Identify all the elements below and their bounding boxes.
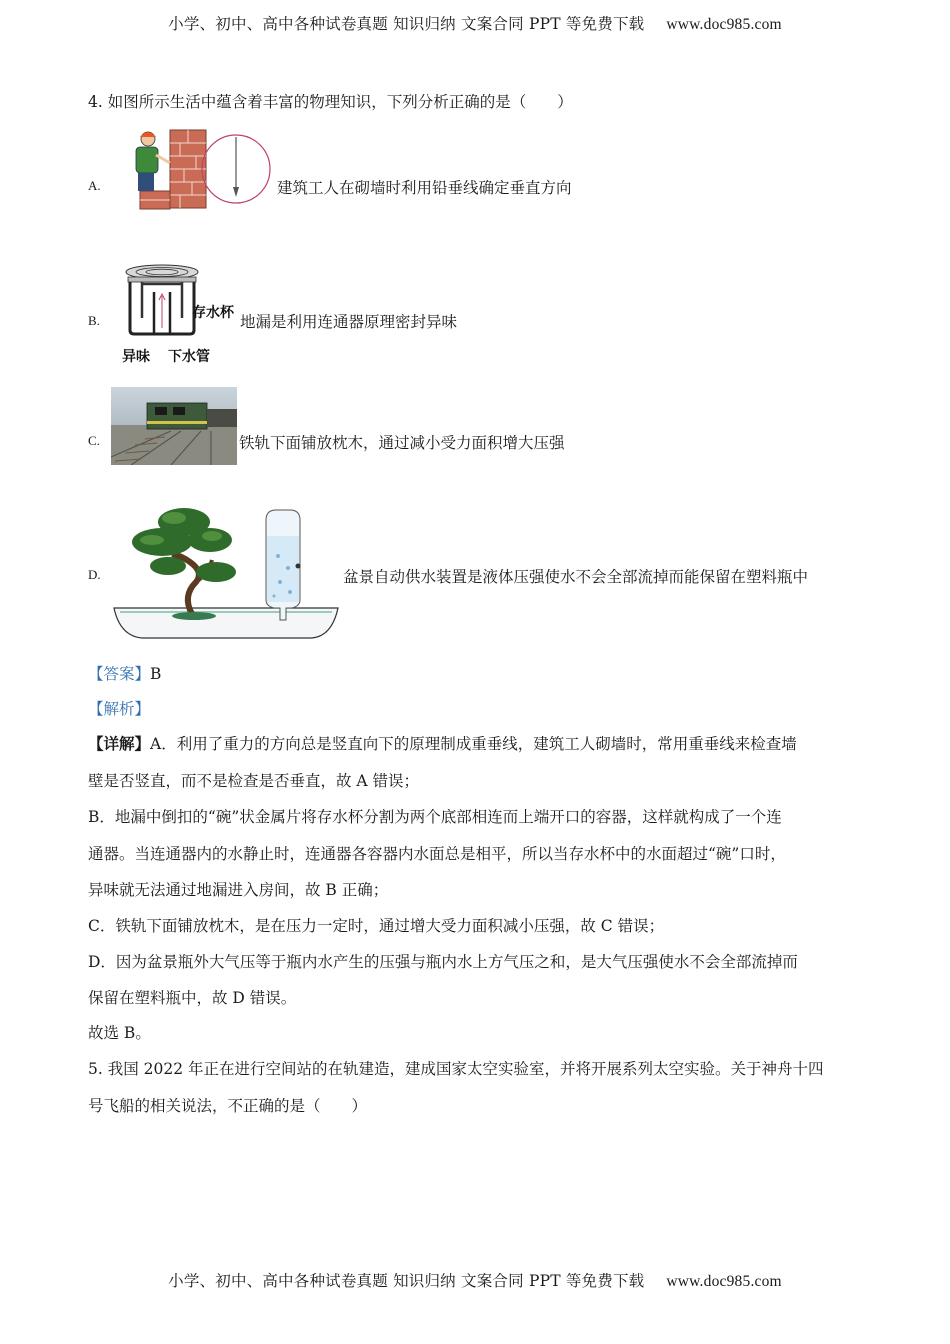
label-cup: 存水杯 (192, 305, 234, 321)
answer-label: 【答案】 (88, 665, 151, 683)
question-5-line-1: 5. 我国 2022 年正在进行空间站的在轨建造，建成国家太空实验室，并将开展系列太空实验。关于神舟十四 (88, 1060, 824, 1078)
explanation-line-4: 通器。当连通器内的水静止时，连通器各容器内水面总是相平，所以当存水杯中的水面超过“碗”口时， (88, 845, 786, 863)
option-d-text: 盆景自动供水装置是液体压强使水不会全部流掉而能保留在塑料瓶中 (343, 568, 809, 586)
explanation-line-2: 壁是否竖直，而不是检查是否垂直，故 A 错误； (88, 772, 420, 790)
option-d-letter: D. (88, 567, 101, 582)
page-footer (0, 1269, 950, 1291)
header-text: 小学、初中、高中各种试卷真题 知识归纳 文案合同 PPT 等免费下载 (168, 15, 645, 33)
explanation-line-3: B．地漏中倒扣的“碗”状金属片将存水杯分割为两个底部相连而上端开口的容器，这样就构成了一个连 (88, 808, 782, 826)
detail-label: 【详解】 (88, 734, 151, 753)
page-header (0, 12, 950, 34)
floor-drain-figure (120, 262, 238, 366)
question-4-stem: 4. 如图所示生活中蕴含着丰富的物理知识，下列分析正确的是（ ） (88, 93, 573, 111)
option-c-text: 铁轨下面铺放枕木，通过减小受力面积增大压强 (239, 434, 565, 452)
explanation-line-7: D．因为盆景瓶外大气压等于瓶内水产生的压强与瓶内水上方气压之和，是大气压强使水不会全部流掉而 (88, 953, 798, 971)
bricklayer-plumb-line-figure (130, 125, 272, 213)
label-pipe: 下水管 (168, 349, 210, 365)
analysis-heading (88, 697, 150, 719)
explanation-line-6: C．铁轨下面铺放枕木，是在压力一定时，通过增大受力面积减小压强，故 C 错误； (88, 917, 665, 935)
option-a-letter: A. (88, 178, 101, 193)
analysis-label: 【解析】 (88, 700, 151, 718)
footer-site[interactable]: www.doc985.com (666, 1273, 782, 1290)
explanation-line-5: 异味就无法通过地漏进入房间，故 B 正确； (88, 881, 389, 899)
explanation-line-1 (88, 732, 797, 754)
option-a-text: 建筑工人在砌墙时利用铅垂线确定垂直方向 (277, 179, 572, 197)
option-b-text: 地漏是利用连通器原理密封异味 (240, 313, 458, 331)
header-site[interactable]: www.doc985.com (666, 16, 782, 33)
question-5-line-2: 号飞船的相关说法，不正确的是（ ） (88, 1097, 368, 1115)
answer-value: B (150, 665, 162, 683)
bonsai-water-supply-figure (112, 496, 342, 644)
explanation-text-1: A．利用了重力的方向总是竖直向下的原理制成重垂线，建筑工人砌墙时，常用重垂线来检查墙 (150, 735, 797, 753)
option-c-letter: C. (88, 433, 100, 448)
explanation-line-9: 故选 B。 (88, 1024, 151, 1042)
railway-track-photo (111, 387, 237, 465)
option-b-letter: B. (88, 313, 100, 328)
explanation-line-8: 保留在塑料瓶中，故 D 错误。 (88, 989, 297, 1007)
label-odor: 异味 (122, 349, 150, 365)
answer-line (88, 662, 161, 684)
footer-text: 小学、初中、高中各种试卷真题 知识归纳 文案合同 PPT 等免费下载 (168, 1272, 645, 1290)
